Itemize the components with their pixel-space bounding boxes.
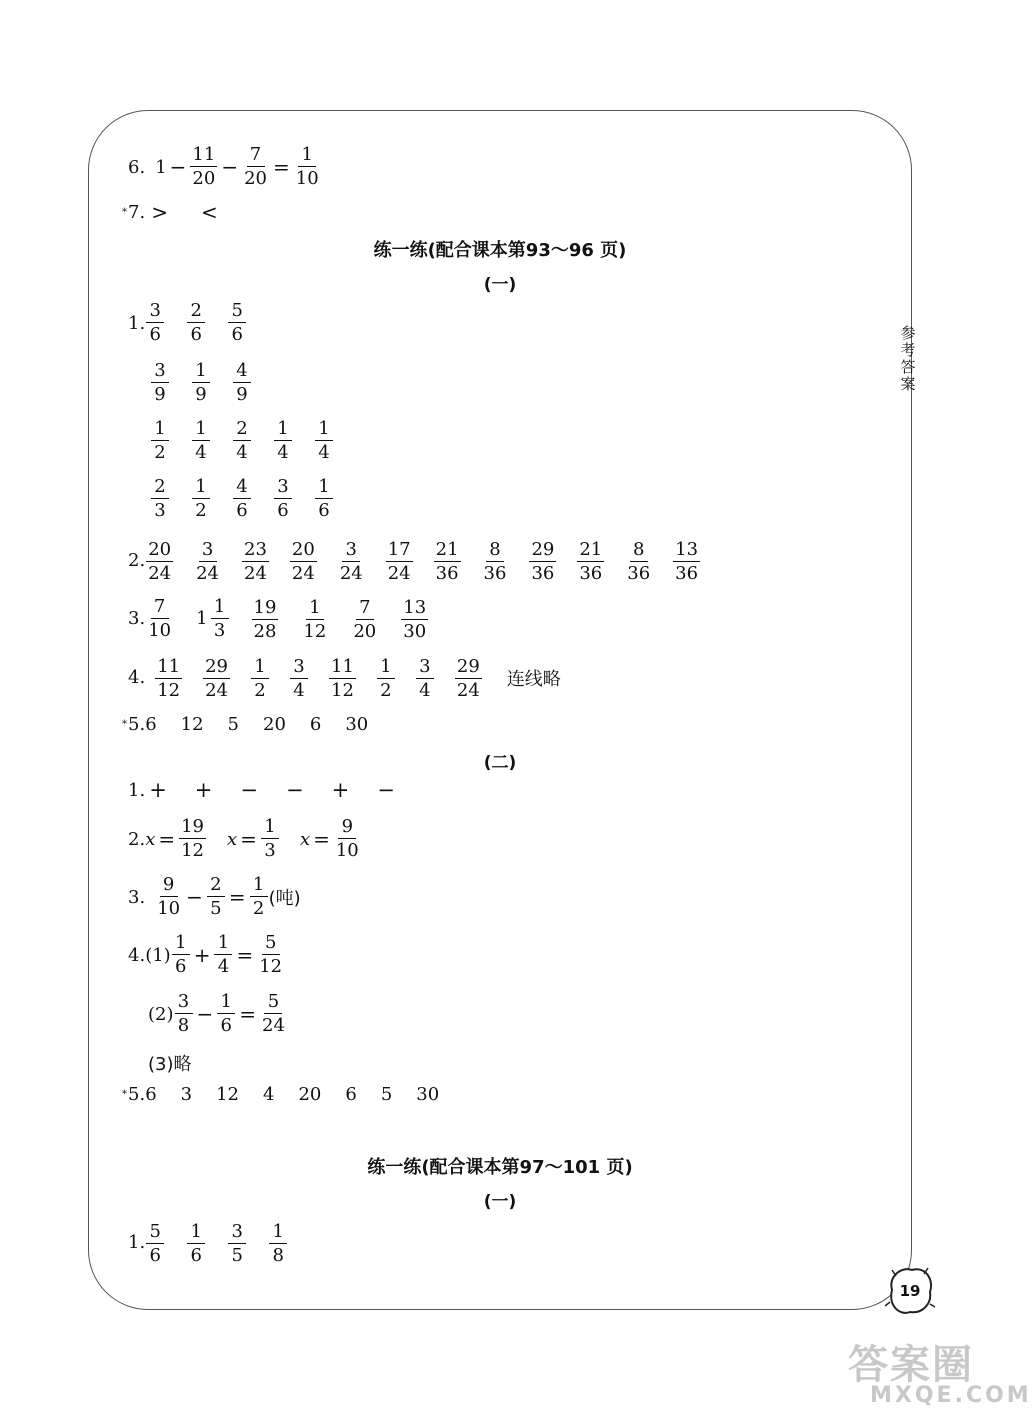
value: − <box>377 778 395 802</box>
fraction: $\frac{9}{10}$ <box>157 874 181 919</box>
fraction: $\frac{1}{6}$ <box>217 993 235 1035</box>
item-label: 5. <box>128 1083 146 1105</box>
fraction: $\frac{1}{12}$ <box>303 597 327 642</box>
number: 1 <box>196 608 208 629</box>
value: + <box>331 778 350 802</box>
variable: x <box>299 828 311 850</box>
item-label: 4. <box>128 667 146 688</box>
value: 3 <box>180 1084 193 1105</box>
fraction: $\frac{3}{6}$ <box>274 478 292 520</box>
fraction: $\frac{1}{4}$ <box>192 420 210 462</box>
fraction: $\frac{1}{3}$ <box>261 818 279 860</box>
fraction: $\frac{19}{28}$ <box>253 597 277 642</box>
fraction: $\frac{1}{10}$ <box>295 144 319 189</box>
item-label: 1. <box>128 779 146 801</box>
part-heading: (一) <box>483 1192 517 1212</box>
value: 6 <box>345 1084 357 1105</box>
fraction: $\frac{3}{24}$ <box>339 539 363 584</box>
item-label: 6. <box>128 156 146 178</box>
fraction: $\frac{1}{6}$ <box>315 478 333 520</box>
variable: x <box>145 828 156 850</box>
fraction: $\frac{3}{5}$ <box>228 1223 246 1265</box>
fraction: $\frac{29}{24}$ <box>456 656 480 701</box>
item-label: 1. <box>128 1232 146 1253</box>
sub-label: (2) <box>148 1003 174 1025</box>
fraction: $\frac{21}{36}$ <box>435 539 459 584</box>
answer-2 <box>128 538 701 583</box>
value: 12 <box>180 714 204 735</box>
fraction: $\frac{5}{6}$ <box>228 302 246 344</box>
fraction: $\frac{1}{2}$ <box>377 658 395 700</box>
value: 5 <box>227 714 239 735</box>
answer-3 <box>128 596 429 641</box>
answer-b4-1: 4. (1) $\frac{1}{6}$ + $\frac{1}{4}$ = $\frac{5}{12}$ <box>128 932 283 977</box>
item-label: 2. <box>128 828 146 850</box>
item-label: 3. <box>128 886 146 908</box>
fraction: $\frac{1}{8}$ <box>269 1223 287 1265</box>
item-label: 5. <box>128 713 146 735</box>
answer-b1 <box>128 778 395 802</box>
fraction: $\frac{29}{36}$ <box>531 539 555 584</box>
section-title: 练一练(配合课本第97～101 页) <box>367 1157 633 1178</box>
value: 4 <box>263 1084 275 1105</box>
answer-b2: 2. x = $\frac{19}{12}$ x = $\frac{1}{3}$ x = $\frac{9}{10}$ <box>128 816 359 861</box>
value: 20 <box>298 1084 322 1105</box>
fraction: $\frac{1}{9}$ <box>192 362 210 404</box>
answer-7: * 7. > < <box>122 200 218 224</box>
item-label: 4. <box>128 944 146 966</box>
part-heading: (一) <box>483 275 517 295</box>
answer-6: 6. 1 − $\frac{11}{20}$ − $\frac{7}{20}$ = $\frac{1}{10}$ <box>128 144 319 189</box>
fraction: $\frac{19}{12}$ <box>181 816 205 861</box>
fraction: $\frac{1}{2}$ <box>192 478 210 520</box>
answer-5: * 5. 6 12 5 20 6 30 <box>122 713 369 735</box>
fraction: $\frac{3}{8}$ <box>175 993 193 1035</box>
answer-1-row <box>128 302 247 344</box>
item-label: 2. <box>128 550 146 571</box>
fraction: $\frac{3}{6}$ <box>146 302 164 344</box>
fraction: $\frac{8}{36}$ <box>483 539 507 584</box>
answer-b5: * 5. 6 3 12 4 20 6 5 30 <box>122 1083 440 1105</box>
fraction: $\frac{5}{12}$ <box>259 932 283 977</box>
fraction: $\frac{1}{4}$ <box>214 934 232 976</box>
fraction: $\frac{4}{9}$ <box>233 362 251 404</box>
symbol: < <box>200 200 218 224</box>
answer-1-row <box>150 478 334 520</box>
value: − <box>286 778 304 802</box>
answer-b4-3 <box>148 1050 192 1076</box>
value: 5 <box>380 1084 393 1105</box>
value: + <box>149 778 167 802</box>
item-label: 3. <box>128 608 146 629</box>
fraction: $\frac{29}{24}$ <box>205 656 228 701</box>
answer-1-row <box>150 420 334 462</box>
fraction: $\frac{2}{4}$ <box>233 420 251 462</box>
fraction: $\frac{17}{24}$ <box>387 539 411 584</box>
item-label: 1. <box>128 312 146 334</box>
watermark <box>848 1342 1032 1408</box>
page-number-badge <box>882 1262 938 1318</box>
fraction: $\frac{2}{3}$ <box>151 478 169 520</box>
answer-4 <box>128 655 561 700</box>
value: 30 <box>345 714 369 735</box>
value: 6 <box>145 1084 157 1105</box>
symbol: > <box>151 200 168 224</box>
fraction: $\frac{1}{4}$ <box>274 420 292 462</box>
value: − <box>240 778 259 802</box>
part-heading: (二) <box>483 753 517 773</box>
fraction: $\frac{5}{6}$ <box>146 1223 164 1265</box>
fraction: $\frac{2}{5}$ <box>207 876 225 918</box>
fraction: $\frac{3}{4}$ <box>416 658 434 700</box>
value: 30 <box>416 1084 440 1105</box>
sub-answer: (3)略 <box>148 1054 192 1075</box>
item-label: 7. <box>128 201 146 223</box>
fraction: $\frac{2}{6}$ <box>187 302 205 344</box>
fraction: $\frac{13}{36}$ <box>675 539 699 584</box>
fraction: $\frac{8}{36}$ <box>627 539 651 584</box>
fraction: $\frac{11}{20}$ <box>192 144 216 189</box>
fraction: $\frac{20}{24}$ <box>291 539 315 584</box>
fraction: $\frac{11}{12}$ <box>157 656 181 701</box>
fraction: $\frac{3}{9}$ <box>151 362 169 404</box>
answer-b4-2: (2) $\frac{3}{8}$ − $\frac{1}{6}$ = $\frac{5}{24}$ <box>148 991 285 1036</box>
value: 6 <box>309 714 322 735</box>
fraction: $\frac{20}{24}$ <box>148 539 172 584</box>
fraction: $\frac{3}{4}$ <box>290 658 308 700</box>
watermark-line2: MXQE.COM <box>870 1383 1032 1408</box>
fraction: $\frac{7}{20}$ <box>244 144 267 189</box>
fraction: $\frac{5}{24}$ <box>262 991 285 1036</box>
value: + <box>194 778 213 802</box>
fraction: $\frac{3}{24}$ <box>196 539 219 584</box>
fraction: $\frac{1}{4}$ <box>315 420 333 462</box>
fraction: $\frac{1}{2}$ <box>251 658 269 700</box>
value: 20 <box>263 714 286 735</box>
fraction: $\frac{1}{2}$ <box>250 876 268 918</box>
page-number: 19 <box>899 1282 921 1300</box>
value: 12 <box>216 1084 239 1105</box>
watermark-line1: 答案圈 <box>848 1342 974 1388</box>
fraction: $\frac{7}{10}$ <box>148 595 172 641</box>
fraction: $\frac{11}{12}$ <box>331 656 354 701</box>
variable: x <box>227 828 238 850</box>
fraction: $\frac{4}{6}$ <box>233 478 251 520</box>
section-title: 练一练(配合课本第93～96 页) <box>373 240 627 261</box>
note: 连线略 <box>506 668 561 690</box>
sub-label: (1) <box>145 944 171 966</box>
value: 6 <box>145 714 157 735</box>
fraction: $\frac{7}{20}$ <box>353 597 377 642</box>
fraction: $\frac{1}{3}$ <box>211 598 229 640</box>
unit: (吨) <box>268 888 301 909</box>
side-label: 参 考 答 案 <box>900 324 916 393</box>
fraction: $\frac{21}{36}$ <box>579 539 603 584</box>
fraction: $\frac{1}{6}$ <box>172 934 190 976</box>
answer-b3: 3. $\frac{9}{10}$ − $\frac{2}{5}$ = $\frac{1}{2}$ (吨) <box>128 874 301 919</box>
answer-1-row <box>150 362 252 404</box>
fraction: $\frac{1}{6}$ <box>187 1223 205 1265</box>
fraction: $\frac{23}{24}$ <box>244 539 267 584</box>
fraction: $\frac{1}{2}$ <box>151 420 169 462</box>
fraction: $\frac{9}{10}$ <box>335 816 359 861</box>
answer-c1 <box>128 1220 288 1265</box>
fraction: $\frac{13}{30}$ <box>403 597 427 642</box>
number: 1 <box>155 156 167 178</box>
